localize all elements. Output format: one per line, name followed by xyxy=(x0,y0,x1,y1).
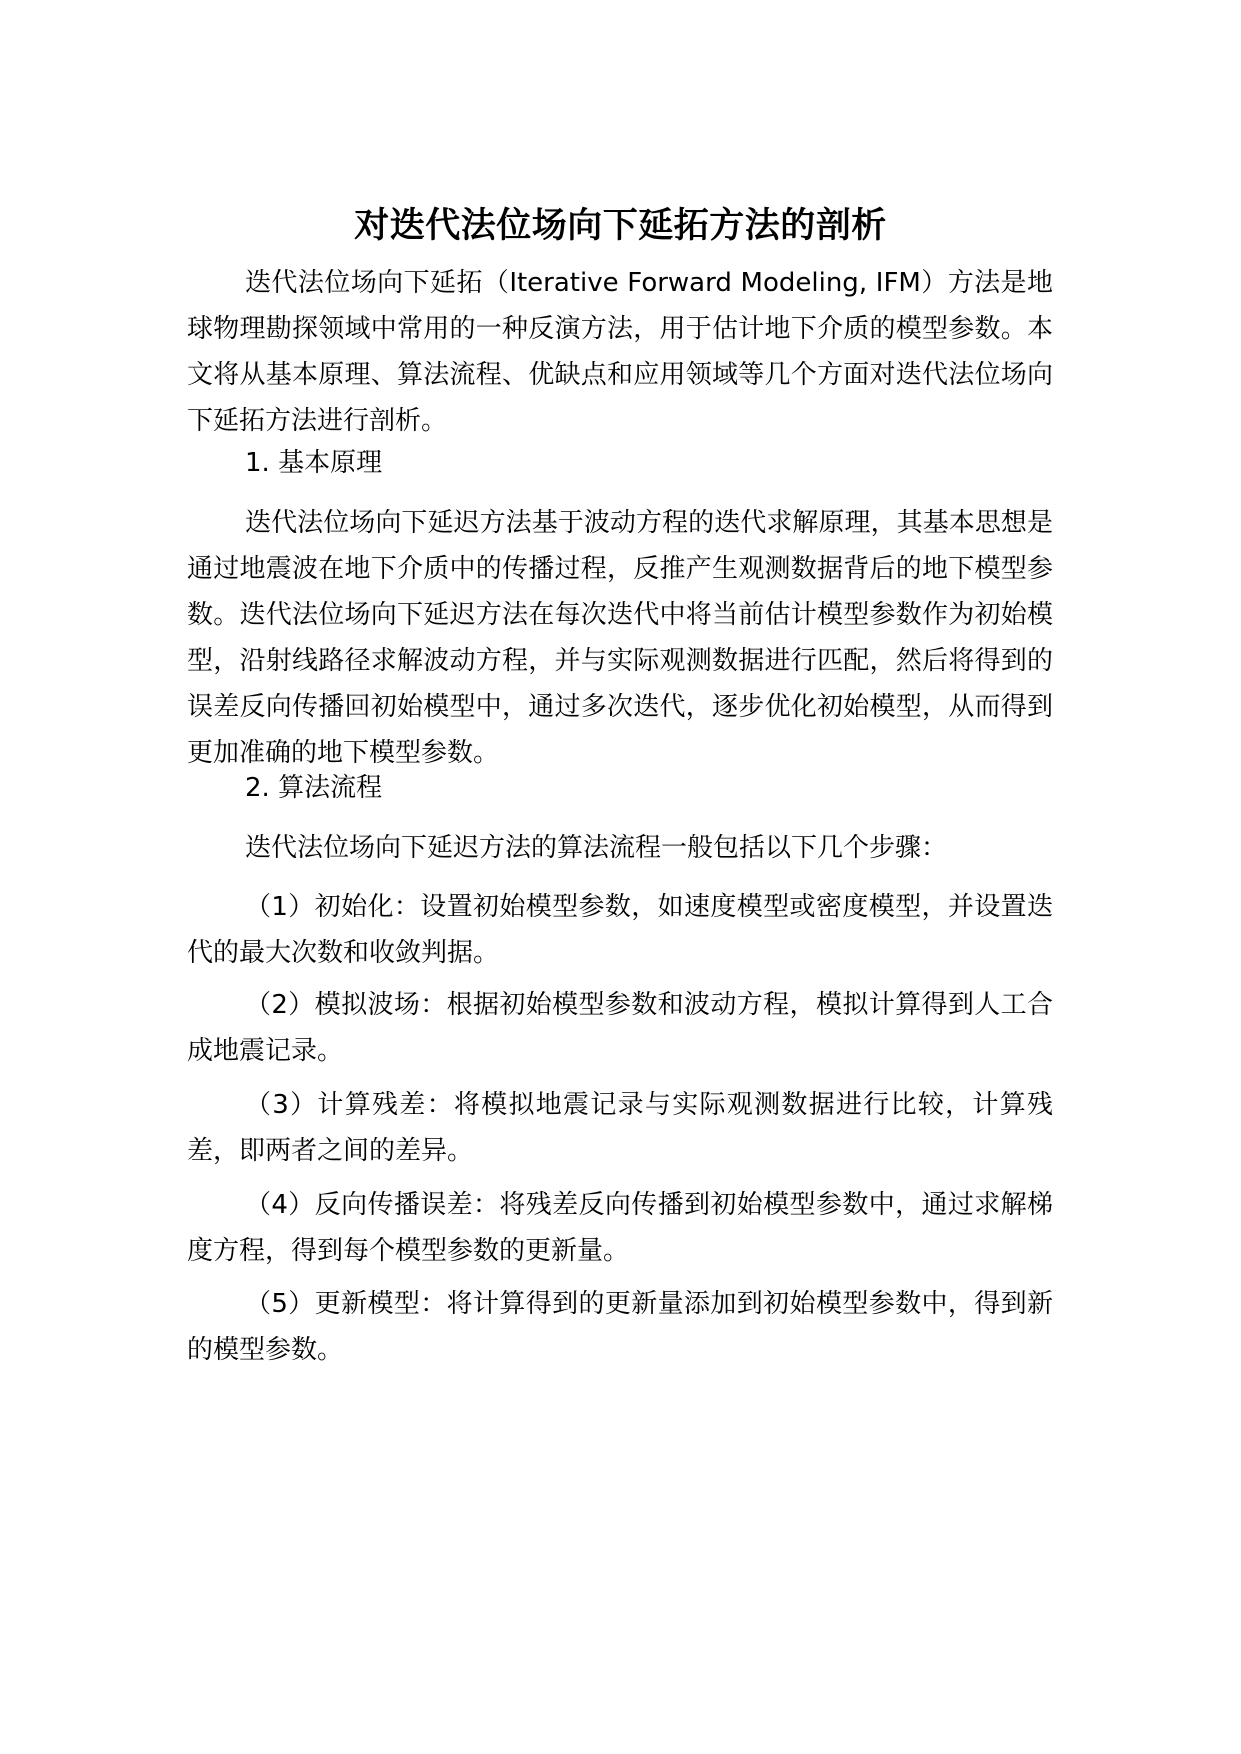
section-heading-basic-principle: 1. 基本原理 xyxy=(245,448,383,478)
section-heading-algorithm-flow: 2. 算法流程 xyxy=(245,773,383,803)
step-item-1: （1）初始化：设置初始模型参数，如速度模型或密度模型，并设置迭代的最大次数和收敛判据。 xyxy=(187,892,1053,968)
step-item-2: （2）模拟波场：根据初始模型参数和波动方程，模拟计算得到人工合成地震记录。 xyxy=(187,990,1053,1066)
step-item-4: （4）反向传播误差：将残差反向传播到初始模型参数中，通过求解梯度方程，得到每个模型参数的更新量。 xyxy=(187,1190,1053,1266)
document-title: 对迭代法位场向下延拓方法的剖析 xyxy=(354,206,887,247)
basic-principle-paragraph: 迭代法位场向下延迟方法基于波动方程的迭代求解原理，其基本思想是通过地震波在地下介质中的传播过程，反推产生观测数据背后的地下模型参数。迭代法位场向下延迟方法在每次迭代中将当前估计模型参数作为初始模型，沿射线路径求解波动方程，并与实际观测数据进行匹配，然后将得到的误差反向传播回初始模型中，通过多次迭代，逐步优化初始模型，从而得到更加准确的地下模型参数。 xyxy=(187,508,1053,768)
step-item-3: （3）计算残差：将模拟地震记录与实际观测数据进行比较，计算残差，即两者之间的差异。 xyxy=(187,1090,1053,1166)
intro-paragraph: 迭代法位场向下延拓（Iterative Forward Modeling, IFM）方法是地球物理勘探领域中常用的一种反演方法，用于估计地下介质的模型参数。本文将从基本原理、算法流程、优缺点和应用领域等几个方面对迭代法位场向下延拓方法进行剖析。 xyxy=(187,268,1053,436)
algorithm-flow-intro: 迭代法位场向下延迟方法的算法流程一般包括以下几个步骤： xyxy=(245,833,948,863)
step-item-5: （5）更新模型：将计算得到的更新量添加到初始模型参数中，得到新的模型参数。 xyxy=(187,1289,1053,1365)
